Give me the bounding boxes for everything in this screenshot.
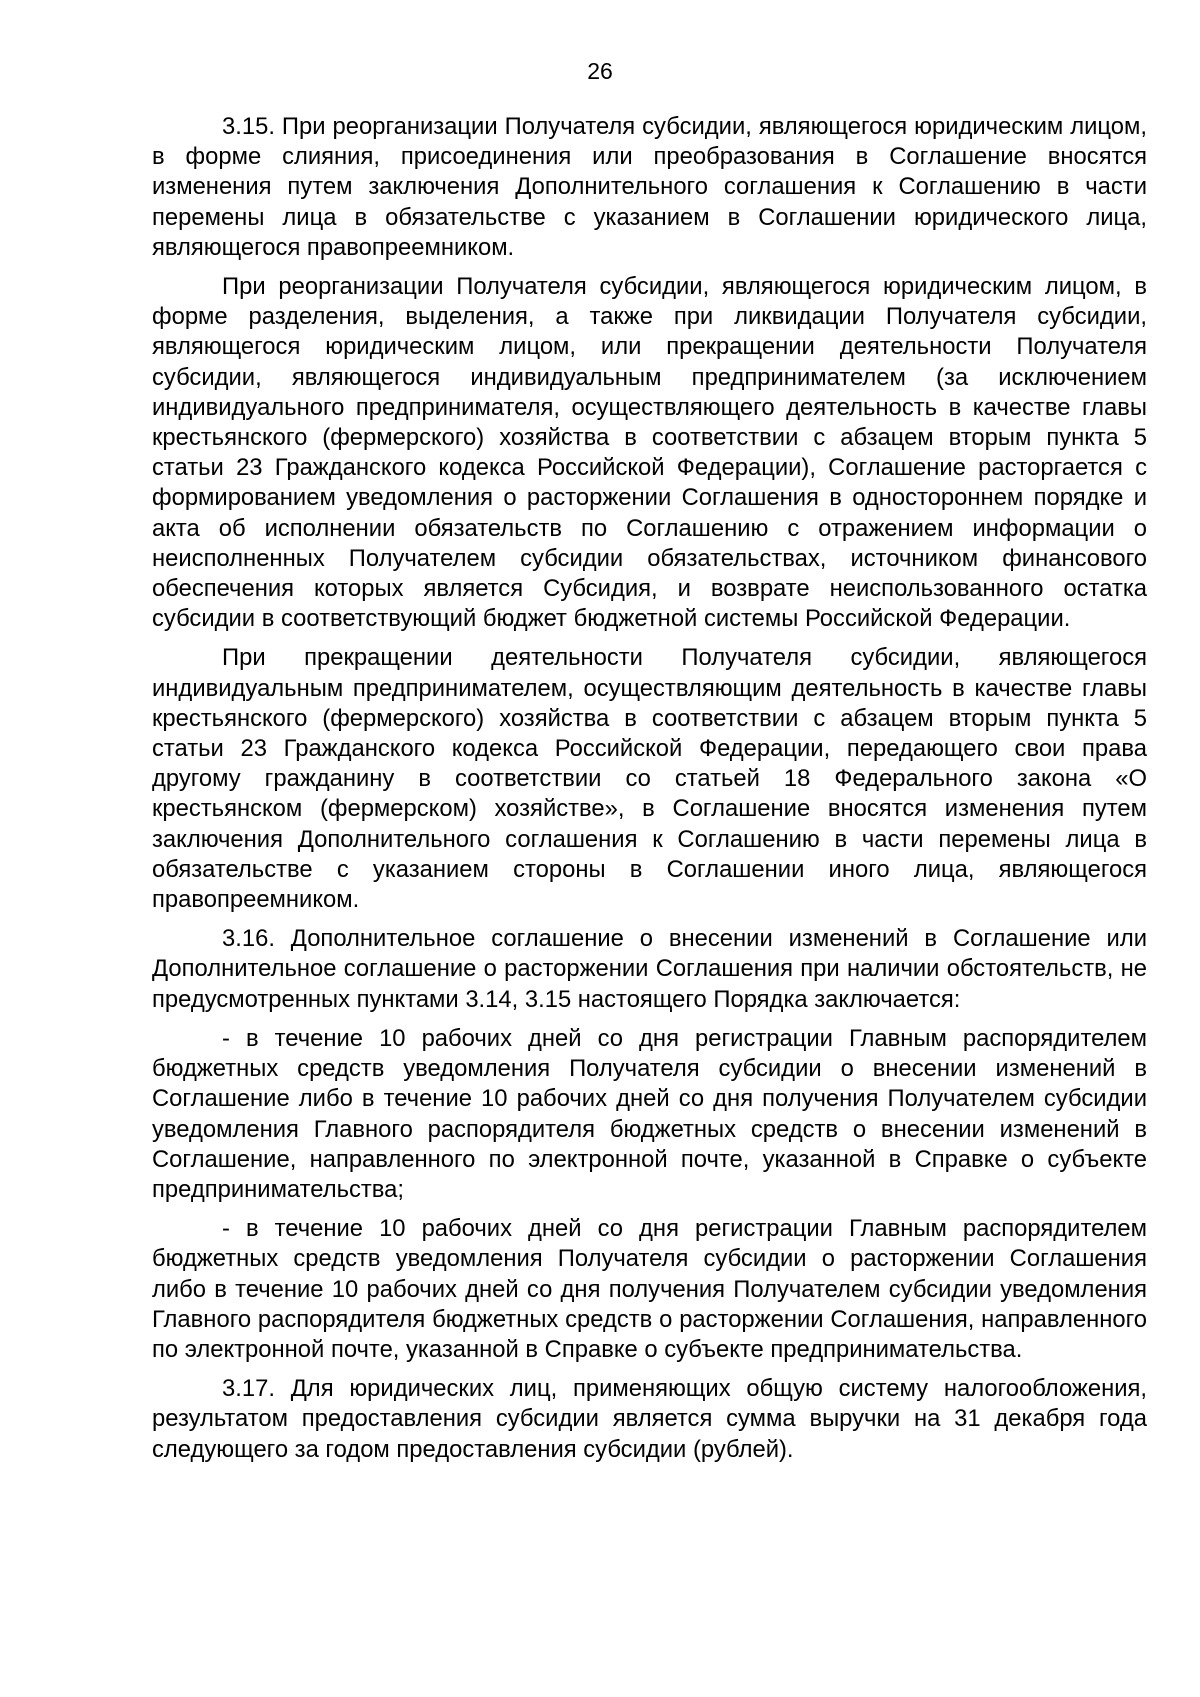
- paragraph-3-15: 3.15. При реорганизации Получателя субсидии, являющегося юридическим лицом, в форме слияния, присоединения или преобразования в Соглашение вносятся изменения путем заключения Дополнительного соглашения к Соглашению в части перемены лица в обязательстве с указанием в Соглашении юридического лица, являющегося правопреемником.: [152, 113, 1147, 261]
- paragraph-3-17: 3.17. Для юридических лиц, применяющих общую систему налогообложения, результатом предоставления субсидии является сумма выручки на 31 декабря года следующего за годом предоставления субсидии (рублей).: [152, 1375, 1147, 1463]
- paragraph-termination-activity: При прекращении деятельности Получателя субсидии, являющегося индивидуальным предпринимателем, осуществляющим деятельность в качестве главы крестьянского (фермерского) хозяйства в соответствии с абзацем вторым пункта 5 статьи 23 Гражданского кодекса Российской Федерации, передающего свои права другому гражданину в соответствии со статьей 18 Федерального закона «О крестьянском (фермерском) хозяйстве», в Соглашение вносятся изменения путем заключения Дополнительного соглашения к Соглашению в части перемены лица в обязательстве с указанием стороны в Соглашении иного лица, являющегося правопреемником.: [152, 644, 1147, 914]
- paragraph-3-16: 3.16. Дополнительное соглашение о внесении изменений в Соглашение или Дополнительное соглашение о расторжении Соглашения при наличии обстоятельств, не предусмотренных пунктами 3.14, 3.15 настоящего Порядка заключается:: [152, 925, 1147, 1013]
- page-number: 26: [587, 58, 613, 84]
- list-item-termination-deadline: - в течение 10 рабочих дней со дня регистрации Главным распорядителем бюджетных средств уведомления Получателя субсидии о расторжении Соглашения либо в течение 10 рабочих дней со дня получения Получателем субсидии уведомления Главного распорядителя бюджетных средств о расторжении Соглашения, направленного по электронной почте, указанной в Справке о субъекте предпринимательства.: [152, 1215, 1147, 1363]
- list-item-amendment-deadline: - в течение 10 рабочих дней со дня регистрации Главным распорядителем бюджетных средств уведомления Получателя субсидии о внесении изменений в Соглашение либо в течение 10 рабочих дней со дня получения Получателем субсидии уведомления Главного распорядителя бюджетных средств о внесении изменений в Соглашение, направленного по электронной почте, указанной в Справке о субъекте предпринимательства;: [152, 1024, 1147, 1203]
- document-body: [152, 112, 1147, 1474]
- paragraph-reorganization-division: При реорганизации Получателя субсидии, являющегося юридическим лицом, в форме разделения, выделения, а также при ликвидации Получателя субсидии, являющегося юридическим лицом, или прекращении деятельности Получателя субсидии, являющегося индивидуальным предпринимателем (за исключением индивидуального предпринимателя, осуществляющего деятельность в качестве главы крестьянского (фермерского) хозяйства в соответствии с абзацем вторым пункта 5 статьи 23 Гражданского кодекса Российской Федерации), Соглашение расторгается с формированием уведомления о расторжении Соглашения в одностороннем порядке и акта об исполнении обязательств по Соглашению с отражением информации о неисполненных Получателем субсидии обязательствах, источником финансового обеспечения которых является Субсидия, и возврате неиспользованного остатка субсидии в соответствующий бюджет бюджетной системы Российской Федерации.: [152, 273, 1147, 633]
